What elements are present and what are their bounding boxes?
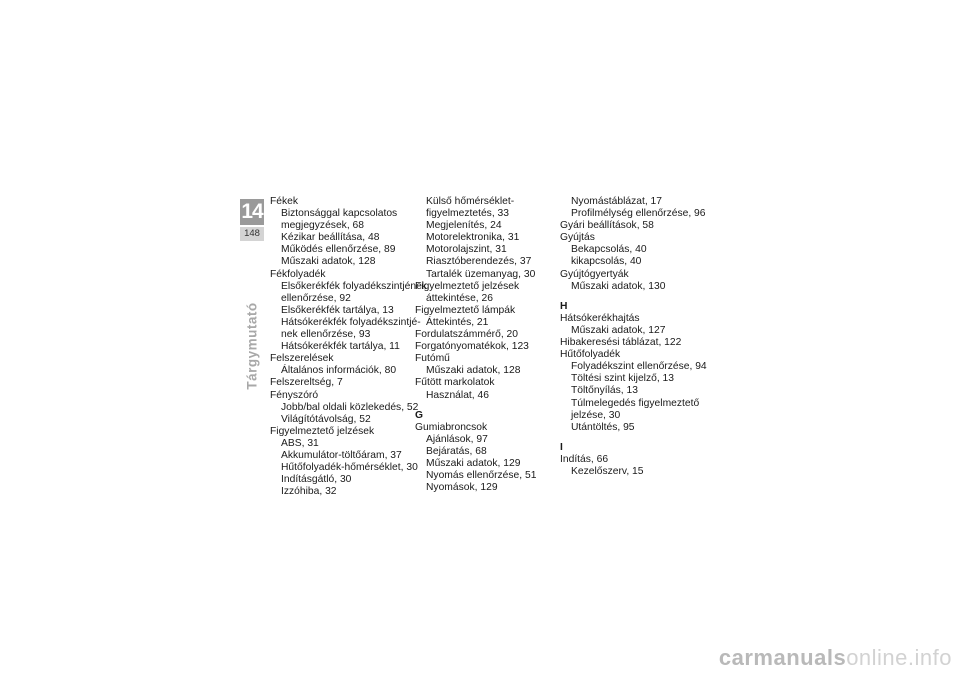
index-subentry: Műszaki adatok, 129 — [426, 457, 521, 469]
index-subentry: Megjelenítés, 24 — [426, 220, 502, 232]
index-subentry: Áttekintés, 21 — [426, 316, 489, 328]
index-entry: Gumiabroncsok — [415, 421, 488, 433]
chapter-tab — [240, 199, 264, 241]
index-subentry: Utántöltés, 95 — [571, 421, 635, 433]
index-entry: Forgatónyomatékok, 123 — [415, 341, 529, 353]
index-subentry: Kézikar beállítása, 48 — [281, 232, 380, 244]
index-subentry: Profilmélység ellenőrzése, 96 — [571, 208, 706, 220]
index-subentry: Kezelőszerv, 15 — [571, 465, 644, 477]
index-subentry: Elsőkerékfék folyadékszintjének — [281, 280, 427, 292]
index-subentry: Nyomások, 129 — [426, 482, 498, 494]
index-subentry: ABS, 31 — [281, 437, 319, 449]
index-subentry: Külső hőmérséklet- — [426, 196, 515, 207]
index-entry: Figyelmeztető lámpák — [415, 304, 516, 316]
index-subentry: Használat, 46 — [426, 389, 489, 401]
index-subentry: Hátsókerékfék tartálya, 11 — [281, 341, 400, 353]
index-subentry: ellenőrzése, 92 — [281, 292, 351, 304]
page-number: 148 — [240, 227, 264, 241]
index-entry: Hibakeresési táblázat, 122 — [560, 337, 682, 349]
index-subentry: jelzése, 30 — [571, 409, 621, 421]
chapter-number: 14 — [241, 200, 263, 223]
index-entry: Fűtött markolatok — [415, 377, 495, 389]
index-entry: Fényszóró — [270, 389, 319, 401]
index-entry: Gyújtógyertyák — [560, 268, 629, 280]
index-subentry: Motorolajszint, 31 — [426, 244, 507, 256]
index-subentry: Bejáratás, 68 — [426, 445, 487, 457]
index-subentry: Töltési szint kijelző, 13 — [571, 373, 675, 385]
watermark-suffix: online.info — [846, 645, 952, 670]
index-subentry: Hűtőfolyadék-hőmérséklet, 30 — [281, 462, 418, 474]
index-subentry: Műszaki adatok, 130 — [571, 280, 666, 292]
index-entry: Figyelmeztető jelzések — [270, 425, 375, 437]
index-column-2 — [415, 196, 536, 494]
index-letter-heading: I — [560, 441, 563, 453]
index-subentry: Működés ellenőrzése, 89 — [281, 244, 396, 256]
index-subentry: áttekintése, 26 — [426, 292, 493, 304]
index-subentry: kikapcsolás, 40 — [571, 256, 642, 268]
index-subentry: Műszaki adatok, 128 — [281, 256, 376, 268]
index-letter-heading: H — [560, 300, 568, 312]
index-subentry: Bekapcsolás, 40 — [571, 244, 647, 256]
index-subentry: Műszaki adatok, 128 — [426, 365, 521, 377]
index-subentry: Tartalék üzemanyag, 30 — [426, 268, 536, 280]
index-subentry: megjegyzések, 68 — [281, 220, 364, 232]
index-column-1 — [270, 196, 427, 498]
watermark-brand: carmanuals — [718, 645, 847, 670]
index-column-3 — [560, 196, 707, 478]
index-entry: Gyári beállítások, 58 — [560, 220, 654, 232]
index-subentry: nek ellenőrzése, 93 — [281, 329, 371, 341]
index-subentry: Ajánlások, 97 — [426, 433, 488, 445]
index-subentry: Biztonsággal kapcsolatos — [281, 208, 398, 220]
index-subentry: Hátsókerékfék folyadékszintjé- — [281, 316, 421, 328]
watermark — [719, 645, 952, 671]
index-subentry: Jobb/bal oldali közlekedés, 52 — [281, 401, 419, 413]
index-subentry: Világítótávolság, 52 — [281, 413, 371, 425]
index-subentry: Műszaki adatok, 127 — [571, 324, 666, 336]
index-subentry: Elsőkerékfék tartálya, 13 — [281, 304, 394, 316]
index-subentry: Riasztóberendezés, 37 — [426, 256, 532, 268]
index-subentry: Akkumulátor-töltőáram, 37 — [281, 449, 402, 461]
index-subentry: Nyomástáblázat, 17 — [571, 196, 663, 207]
index-entry: Fékek — [270, 196, 299, 207]
section-title: Tárgymutató — [244, 302, 260, 390]
index-entry: Figyelmeztető jelzések — [415, 280, 520, 292]
index-entry: Felszereltség, 7 — [270, 377, 343, 389]
index-subentry: Indításgátló, 30 — [281, 474, 352, 486]
index-entry: Indítás, 66 — [560, 453, 609, 465]
index-entry: Fékfolyadék — [270, 268, 326, 280]
index-entry: Hűtőfolyadék — [560, 349, 621, 361]
index-entry: Hátsókerékhajtás — [560, 312, 640, 324]
index-subentry: figyelmeztetés, 33 — [426, 208, 509, 220]
index-subentry: Izzóhiba, 32 — [281, 486, 337, 498]
index-subentry: Túlmelegedés figyelmeztető — [571, 397, 700, 409]
index-subentry: Motorelektronika, 31 — [426, 232, 520, 244]
index-subentry: Általános információk, 80 — [281, 365, 397, 377]
index-subentry: Töltőnyílás, 13 — [571, 385, 638, 397]
index-subentry: Nyomás ellenőrzése, 51 — [426, 470, 537, 482]
index-entry: Fordulatszámmérő, 20 — [415, 329, 519, 341]
index-subentry: Folyadékszint ellenőrzése, 94 — [571, 361, 707, 373]
index-entry: Gyújtás — [560, 232, 595, 244]
index-entry: Futómű — [415, 353, 450, 365]
index-letter-heading: G — [415, 409, 424, 421]
index-entry: Felszerelések — [270, 353, 334, 365]
